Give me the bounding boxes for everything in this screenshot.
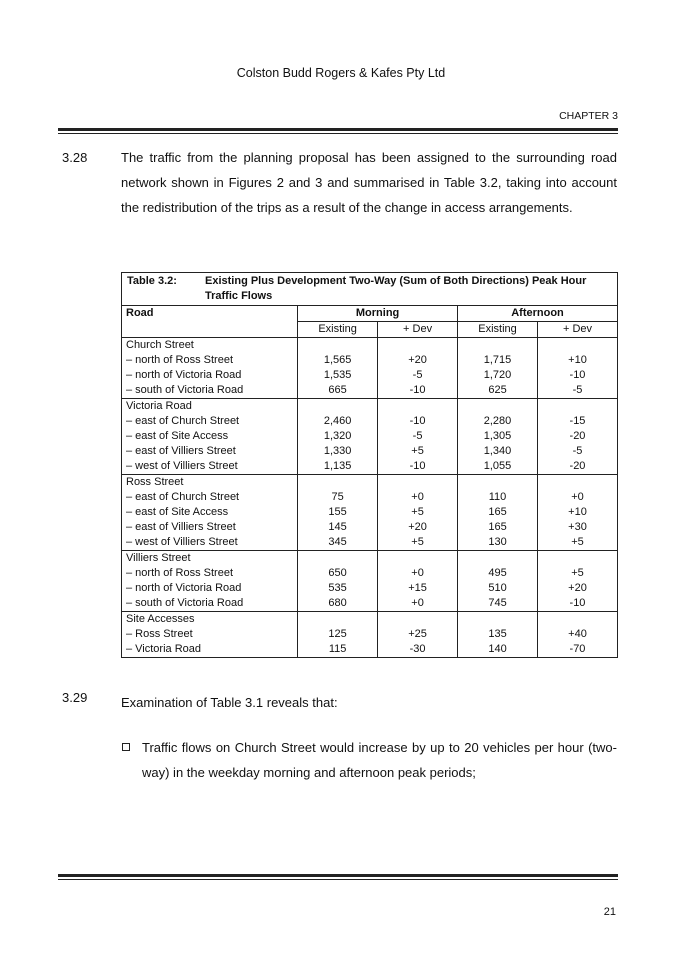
road-group-name: Victoria Road xyxy=(122,399,298,415)
flow-value-pm-existing: 165 xyxy=(458,505,538,520)
empty-cell xyxy=(458,612,538,628)
empty-cell xyxy=(378,399,458,415)
table-row xyxy=(122,444,618,459)
flow-value-am-existing: 1,535 xyxy=(298,368,378,383)
table-row xyxy=(122,368,618,383)
flow-value-am-dev: +15 xyxy=(378,581,458,596)
flow-value-am-dev: +5 xyxy=(378,505,458,520)
flow-value-pm-dev: -20 xyxy=(537,459,617,475)
table-row xyxy=(122,414,618,429)
subheader-afternoon-dev: + Dev xyxy=(537,322,617,338)
flow-value-am-existing: 345 xyxy=(298,535,378,551)
table-caption-title: Existing Plus Development Two-Way (Sum of Both Directions) Peak Hour Traffic Flows xyxy=(205,275,587,302)
road-group-name: Ross Street xyxy=(122,475,298,491)
empty-cell xyxy=(298,475,378,491)
flow-value-am-existing: 145 xyxy=(298,520,378,535)
paragraph-number: 3.29 xyxy=(62,690,88,705)
empty-cell xyxy=(298,399,378,415)
table-row xyxy=(122,490,618,505)
road-group-name: Site Accesses xyxy=(122,612,298,628)
table-row xyxy=(122,535,618,551)
subheader-afternoon-existing: Existing xyxy=(458,322,538,338)
flow-value-am-existing: 115 xyxy=(298,642,378,658)
flow-value-pm-existing: 140 xyxy=(458,642,538,658)
traffic-flows-table xyxy=(121,272,618,658)
flow-value-pm-existing: 625 xyxy=(458,383,538,399)
road-group-name: Church Street xyxy=(122,338,298,354)
empty-cell xyxy=(458,551,538,567)
road-segment: – south of Victoria Road xyxy=(122,383,298,399)
flow-value-am-existing: 535 xyxy=(298,581,378,596)
table-row xyxy=(122,581,618,596)
flow-value-pm-dev: +40 xyxy=(537,627,617,642)
flow-value-pm-existing: 1,715 xyxy=(458,353,538,368)
table-group-row xyxy=(122,612,618,628)
subheader-morning-dev: + Dev xyxy=(378,322,458,338)
empty-cell xyxy=(298,612,378,628)
flow-value-am-dev: -10 xyxy=(378,414,458,429)
road-segment: – west of Villiers Street xyxy=(122,535,298,551)
table-caption xyxy=(122,273,618,306)
flow-value-pm-existing: 495 xyxy=(458,566,538,581)
flow-value-am-existing: 75 xyxy=(298,490,378,505)
table-caption-label: Table 3.2: xyxy=(127,275,177,287)
column-header-morning: Morning xyxy=(298,306,458,322)
table-group-row xyxy=(122,399,618,415)
flow-value-am-dev: +0 xyxy=(378,490,458,505)
empty-cell xyxy=(537,399,617,415)
flow-value-am-dev: +20 xyxy=(378,520,458,535)
flow-value-pm-dev: -10 xyxy=(537,596,617,612)
table-row xyxy=(122,520,618,535)
flow-value-pm-dev: -20 xyxy=(537,429,617,444)
empty-cell xyxy=(378,475,458,491)
paragraph-text: The traffic from the planning proposal has been assigned to the surrounding road network shown in Figures 2 and 3 and summarised in Table 3.2, taking into account the redistribution of the trips as a result of the change in access arrangements. xyxy=(121,150,617,215)
empty-cell xyxy=(378,338,458,354)
road-segment: – Victoria Road xyxy=(122,642,298,658)
flow-value-pm-dev: -5 xyxy=(537,383,617,399)
table-row xyxy=(122,596,618,612)
flow-value-pm-dev: +5 xyxy=(537,566,617,581)
flow-value-pm-existing: 1,055 xyxy=(458,459,538,475)
flow-value-am-dev: +25 xyxy=(378,627,458,642)
flow-value-am-dev: -10 xyxy=(378,383,458,399)
flow-value-am-existing: 1,320 xyxy=(298,429,378,444)
table-group-row xyxy=(122,338,618,354)
flow-value-pm-dev: +10 xyxy=(537,505,617,520)
flow-value-pm-dev: +30 xyxy=(537,520,617,535)
flow-value-am-existing: 680 xyxy=(298,596,378,612)
table-row xyxy=(122,353,618,368)
flow-value-am-dev: -30 xyxy=(378,642,458,658)
road-group-name: Villiers Street xyxy=(122,551,298,567)
road-segment: – south of Victoria Road xyxy=(122,596,298,612)
flow-value-pm-dev: +0 xyxy=(537,490,617,505)
flow-value-pm-dev: -70 xyxy=(537,642,617,658)
road-segment: – east of Villiers Street xyxy=(122,520,298,535)
column-header-afternoon: Afternoon xyxy=(458,306,618,322)
header-rule xyxy=(58,128,618,134)
table-group-row xyxy=(122,475,618,491)
table-group-row xyxy=(122,551,618,567)
flow-value-pm-existing: 1,305 xyxy=(458,429,538,444)
flow-value-am-dev: +20 xyxy=(378,353,458,368)
bullet-text: Traffic flows on Church Street would increase by up to 20 vehicles per hour (two-way) in the weekday morning and afternoon peak periods; xyxy=(142,740,617,780)
flow-value-pm-dev: +20 xyxy=(537,581,617,596)
road-segment: – east of Site Access xyxy=(122,505,298,520)
empty-cell xyxy=(537,475,617,491)
table-row xyxy=(122,505,618,520)
flow-value-am-dev: +5 xyxy=(378,535,458,551)
flow-value-am-dev: -5 xyxy=(378,368,458,383)
table-row xyxy=(122,627,618,642)
flow-value-pm-dev: -10 xyxy=(537,368,617,383)
empty-cell xyxy=(298,551,378,567)
flow-value-pm-existing: 165 xyxy=(458,520,538,535)
flow-value-pm-existing: 110 xyxy=(458,490,538,505)
road-segment: – north of Ross Street xyxy=(122,353,298,368)
flow-value-am-existing: 665 xyxy=(298,383,378,399)
flow-value-pm-dev: +5 xyxy=(537,535,617,551)
flow-value-pm-dev: -5 xyxy=(537,444,617,459)
empty-cell xyxy=(378,612,458,628)
footer-rule xyxy=(58,874,618,880)
table-row xyxy=(122,459,618,475)
flow-value-am-existing: 1,135 xyxy=(298,459,378,475)
flow-value-pm-dev: -15 xyxy=(537,414,617,429)
flow-value-pm-existing: 510 xyxy=(458,581,538,596)
flow-value-am-dev: +0 xyxy=(378,596,458,612)
table-row xyxy=(122,429,618,444)
road-segment: – west of Villiers Street xyxy=(122,459,298,475)
empty-cell xyxy=(378,551,458,567)
paragraph-number: 3.28 xyxy=(62,150,88,165)
paragraph-text: Examination of Table 3.1 reveals that: xyxy=(121,695,338,710)
road-segment: – Ross Street xyxy=(122,627,298,642)
flow-value-am-existing: 650 xyxy=(298,566,378,581)
empty-cell xyxy=(458,399,538,415)
flow-value-am-existing: 155 xyxy=(298,505,378,520)
flow-value-pm-existing: 745 xyxy=(458,596,538,612)
empty-cell xyxy=(458,475,538,491)
flow-value-am-existing: 1,565 xyxy=(298,353,378,368)
flow-value-pm-existing: 135 xyxy=(458,627,538,642)
road-segment: – east of Church Street xyxy=(122,490,298,505)
flow-value-pm-existing: 1,720 xyxy=(458,368,538,383)
empty-cell xyxy=(537,612,617,628)
empty-cell xyxy=(298,338,378,354)
empty-cell xyxy=(537,551,617,567)
flow-value-pm-existing: 130 xyxy=(458,535,538,551)
road-segment: – east of Site Access xyxy=(122,429,298,444)
company-header: Colston Budd Rogers & Kafes Pty Ltd xyxy=(236,66,446,80)
flow-value-pm-dev: +10 xyxy=(537,353,617,368)
flow-value-am-dev: +5 xyxy=(378,444,458,459)
bullet-square-icon xyxy=(122,743,130,751)
table-row xyxy=(122,642,618,658)
flow-value-am-existing: 1,330 xyxy=(298,444,378,459)
table-row xyxy=(122,383,618,399)
empty-cell xyxy=(537,338,617,354)
flow-value-pm-existing: 2,280 xyxy=(458,414,538,429)
flow-value-am-dev: +0 xyxy=(378,566,458,581)
road-segment: – east of Villiers Street xyxy=(122,444,298,459)
column-header-road: Road xyxy=(122,306,298,338)
flow-value-am-dev: -5 xyxy=(378,429,458,444)
subheader-morning-existing: Existing xyxy=(298,322,378,338)
chapter-label: CHAPTER 3 xyxy=(559,110,618,122)
page-number: 21 xyxy=(603,906,616,918)
flow-value-am-dev: -10 xyxy=(378,459,458,475)
flow-value-am-existing: 125 xyxy=(298,627,378,642)
table-row xyxy=(122,566,618,581)
flow-value-am-existing: 2,460 xyxy=(298,414,378,429)
flow-value-pm-existing: 1,340 xyxy=(458,444,538,459)
empty-cell xyxy=(458,338,538,354)
road-segment: – north of Victoria Road xyxy=(122,368,298,383)
road-segment: – north of Victoria Road xyxy=(122,581,298,596)
road-segment: – east of Church Street xyxy=(122,414,298,429)
road-segment: – north of Ross Street xyxy=(122,566,298,581)
